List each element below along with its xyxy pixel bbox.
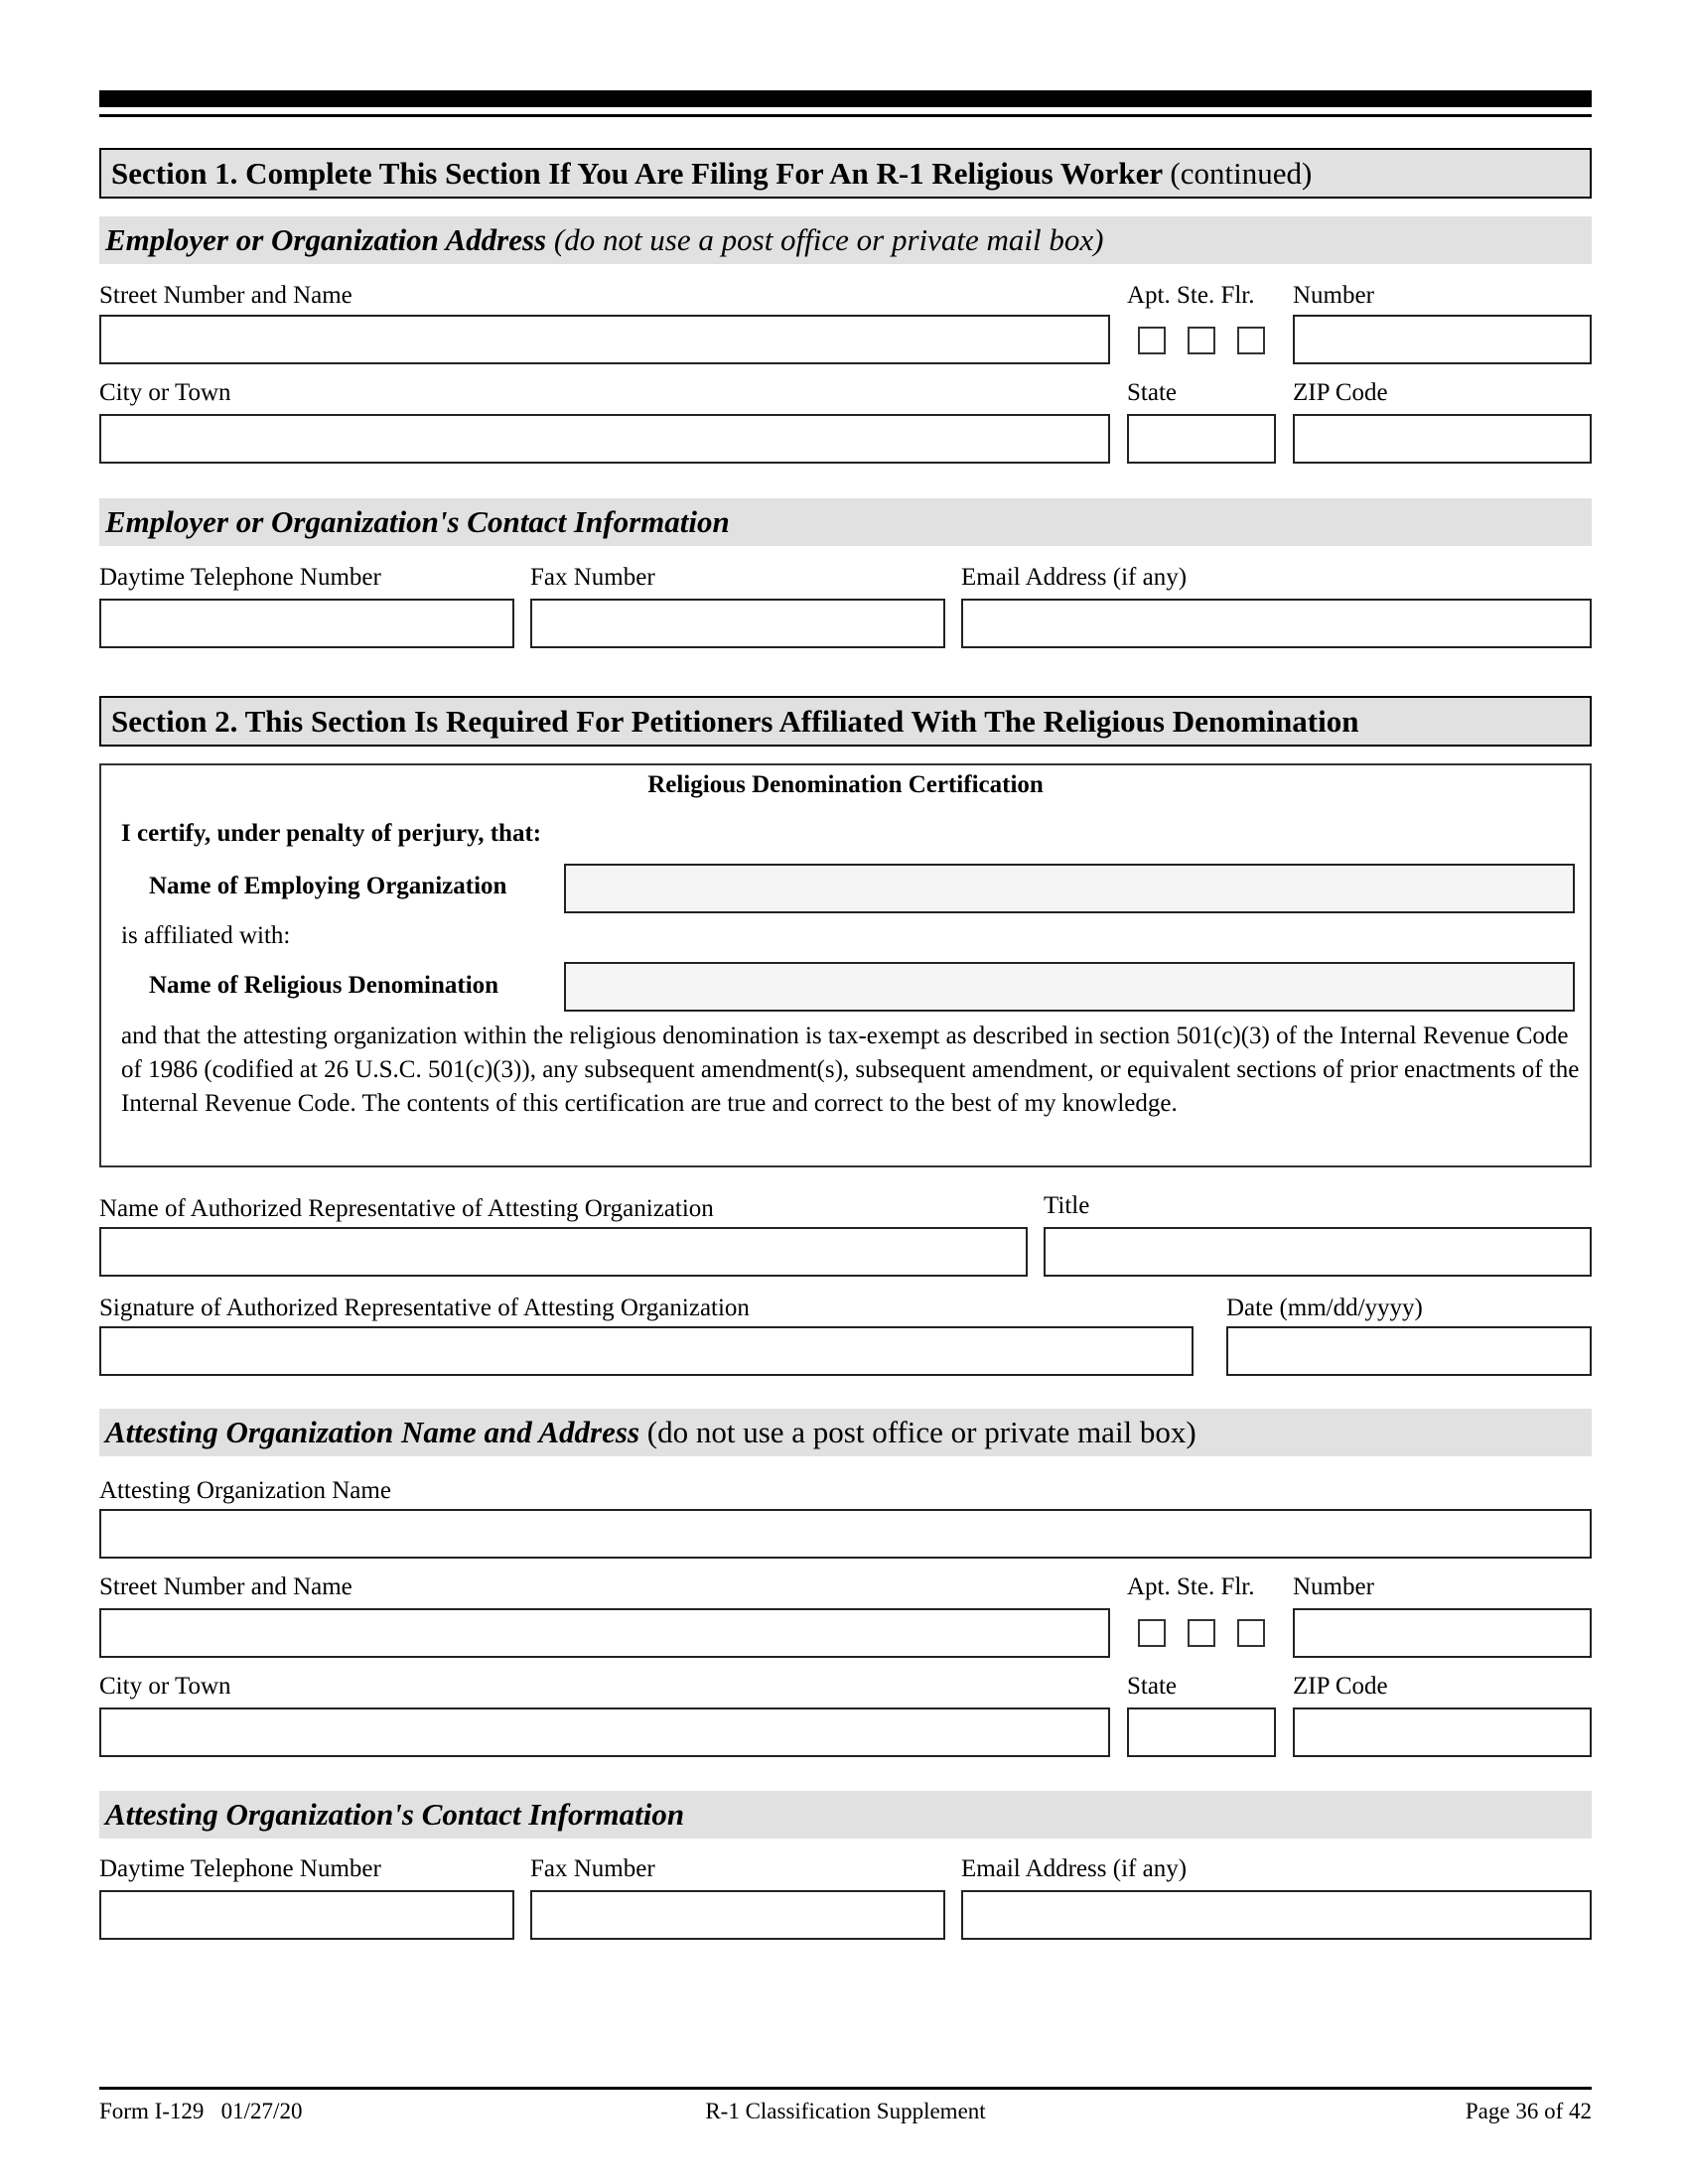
employer-address-heading-note: (do not use a post office or private mail box) (553, 222, 1104, 257)
attesting-contact-heading (99, 1791, 1592, 1839)
attesting-address-heading-text: Attesting Organization Name and Address (105, 1415, 640, 1449)
attesting-phone-label: Daytime Telephone Number (99, 1855, 381, 1882)
employer-apt-checkbox[interactable] (1138, 327, 1166, 354)
employer-phone-label: Daytime Telephone Number (99, 564, 381, 591)
rep-name-input[interactable] (99, 1227, 1028, 1277)
rep-title-input[interactable] (1044, 1227, 1592, 1277)
attesting-fax-input[interactable] (530, 1890, 945, 1940)
attesting-address-heading-note: (do not use a post office or private mail box) (646, 1415, 1196, 1449)
employing-org-label: Name of Employing Organization (149, 873, 507, 899)
employer-fax-label: Fax Number (530, 564, 655, 591)
employer-number-input[interactable] (1293, 315, 1592, 364)
certification-title: Religious Denomination Certification (647, 771, 1044, 798)
employer-street-input[interactable] (99, 315, 1110, 364)
attesting-address-heading (99, 1409, 1592, 1456)
rep-title-label: Title (1044, 1192, 1090, 1219)
signature-label: Signature of Authorized Representative of Attesting Organization (99, 1295, 750, 1321)
attesting-email-label: Email Address (if any) (961, 1855, 1188, 1882)
employer-phone-input[interactable] (99, 599, 514, 648)
attesting-org-name-input[interactable] (99, 1509, 1592, 1559)
footer-center: R-1 Classification Supplement (705, 2099, 986, 2123)
footer-page: Page 36 of 42 (1465, 2099, 1592, 2123)
attesting-phone-input[interactable] (99, 1890, 514, 1940)
attesting-number-label: Number (1293, 1573, 1374, 1600)
employing-org-input[interactable] (564, 864, 1575, 913)
employer-state-input[interactable] (1127, 414, 1276, 464)
section2-title: Section 2. This Section Is Required For Petitioners Affiliated With The Religious Denomination (111, 704, 1359, 739)
attesting-zip-input[interactable] (1293, 1707, 1592, 1757)
attesting-city-input[interactable] (99, 1707, 1110, 1757)
employer-unit-types-label: Apt. Ste. Flr. (1127, 282, 1255, 309)
affiliated-text: is affiliated with: (121, 922, 291, 949)
attesting-unit-types-label: Apt. Ste. Flr. (1127, 1573, 1255, 1600)
footer-rule (99, 2087, 1592, 2090)
employer-city-label: City or Town (99, 379, 231, 406)
attesting-contact-heading-text: Attesting Organization's Contact Information (105, 1797, 685, 1832)
employer-street-label: Street Number and Name (99, 282, 352, 309)
section1-header (99, 148, 1592, 199)
attesting-zip-label: ZIP Code (1293, 1673, 1388, 1700)
employer-email-input[interactable] (961, 599, 1592, 648)
attesting-state-input[interactable] (1127, 1707, 1276, 1757)
denomination-label: Name of Religious Denomination (149, 972, 499, 999)
attesting-street-label: Street Number and Name (99, 1573, 352, 1600)
attesting-ste-checkbox[interactable] (1188, 1619, 1215, 1647)
date-label: Date (mm/dd/yyyy) (1226, 1295, 1423, 1321)
employer-state-label: State (1127, 379, 1177, 406)
attesting-org-name-label: Attesting Organization Name (99, 1477, 391, 1504)
header-rule-thin (99, 114, 1592, 117)
employer-fax-input[interactable] (530, 599, 945, 648)
footer-form-id: Form I-129 01/27/20 (99, 2099, 303, 2123)
attesting-number-input[interactable] (1293, 1608, 1592, 1658)
employer-number-label: Number (1293, 282, 1374, 309)
attesting-email-input[interactable] (961, 1890, 1592, 1940)
denomination-input[interactable] (564, 962, 1575, 1012)
employer-ste-checkbox[interactable] (1188, 327, 1215, 354)
attesting-flr-checkbox[interactable] (1237, 1619, 1265, 1647)
employer-zip-input[interactable] (1293, 414, 1592, 464)
certification-intro: I certify, under penalty of perjury, that: (121, 820, 542, 847)
section1-title: Section 1. Complete This Section If You Are Filing For An R-1 Religious Worker (111, 156, 1163, 191)
employer-flr-checkbox[interactable] (1237, 327, 1265, 354)
signature-input[interactable] (99, 1326, 1194, 1376)
certification-statement: and that the attesting organization within the religious denomination is tax-exempt as described in section 501(c)(3) of the Internal Revenue Code of 1986 (codified at 26 U.S.C. 501(c)(3)), any subsequent amendment(s), subsequent amendment, or equivalent sections of prior enactments of the Internal Revenue Code. The contents of this certification are true and correct to the best of my knowledge. (121, 1023, 1580, 1117)
rep-name-label: Name of Authorized Representative of Attesting Organization (99, 1195, 714, 1222)
attesting-state-label: State (1127, 1673, 1177, 1700)
attesting-street-input[interactable] (99, 1608, 1110, 1658)
employer-contact-heading (99, 498, 1592, 546)
attesting-fax-label: Fax Number (530, 1855, 655, 1882)
employer-email-label: Email Address (if any) (961, 564, 1188, 591)
attesting-apt-checkbox[interactable] (1138, 1619, 1166, 1647)
employer-address-heading (99, 216, 1592, 264)
section1-title-suffix: (continued) (1170, 156, 1313, 191)
employer-contact-heading-text: Employer or Organization's Contact Information (105, 504, 730, 539)
employer-city-input[interactable] (99, 414, 1110, 464)
date-input[interactable] (1226, 1326, 1592, 1376)
employer-zip-label: ZIP Code (1293, 379, 1388, 406)
employer-address-heading-text: Employer or Organization Address (105, 222, 547, 257)
section2-header (99, 696, 1592, 747)
attesting-city-label: City or Town (99, 1673, 231, 1700)
header-rule-thick (99, 90, 1592, 107)
